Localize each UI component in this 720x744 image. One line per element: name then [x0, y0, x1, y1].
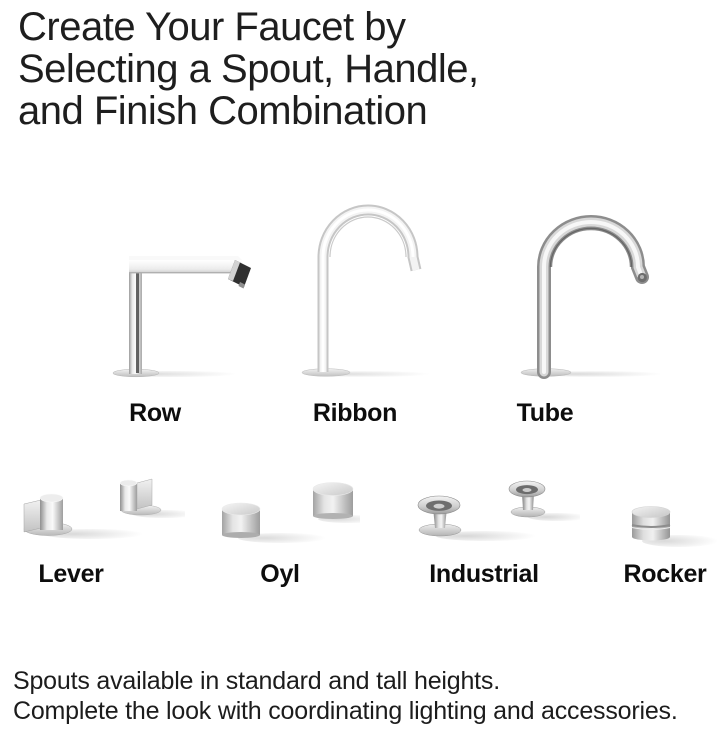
- tube-spout-image: [515, 195, 660, 380]
- page-title: [18, 6, 708, 132]
- handle-label-industrial: Industrial: [429, 560, 539, 588]
- page-title-line-1: Create Your Faucet by: [18, 5, 406, 49]
- spout-figure-ribbon: [290, 195, 435, 380]
- handle-figure-lever: [15, 455, 185, 550]
- handle-label-rocker: Rocker: [623, 560, 707, 588]
- page-title-line-3: and Finish Combination: [18, 89, 428, 133]
- lever-handle-image: [15, 455, 185, 550]
- row-spout-image: [55, 195, 255, 380]
- rocker-handle-image: [600, 485, 720, 550]
- spout-label-ribbon: Ribbon: [312, 399, 398, 427]
- handle-label-lever: Lever: [38, 560, 104, 588]
- spout-label-row: Row: [129, 399, 181, 427]
- industrial-handle-image: [400, 455, 580, 550]
- footer-note: [13, 666, 720, 726]
- handle-figure-rocker: [600, 485, 720, 550]
- handle-figure-industrial: [400, 455, 580, 550]
- handle-figure-oyl: [210, 465, 360, 550]
- spout-figure-tube: [515, 195, 660, 380]
- footer-line-2: Complete the look with coordinating lighting and accessories.: [13, 697, 678, 725]
- spout-figure-row: [55, 195, 255, 380]
- handle-label-oyl: Oyl: [260, 560, 300, 588]
- footer-line-1: Spouts available in standard and tall heights.: [13, 667, 500, 695]
- ribbon-spout-image: [290, 195, 435, 380]
- spout-label-tube: Tube: [516, 399, 574, 427]
- page-title-line-2: Selecting a Spout, Handle,: [18, 47, 479, 91]
- oyl-handle-image: [210, 465, 360, 550]
